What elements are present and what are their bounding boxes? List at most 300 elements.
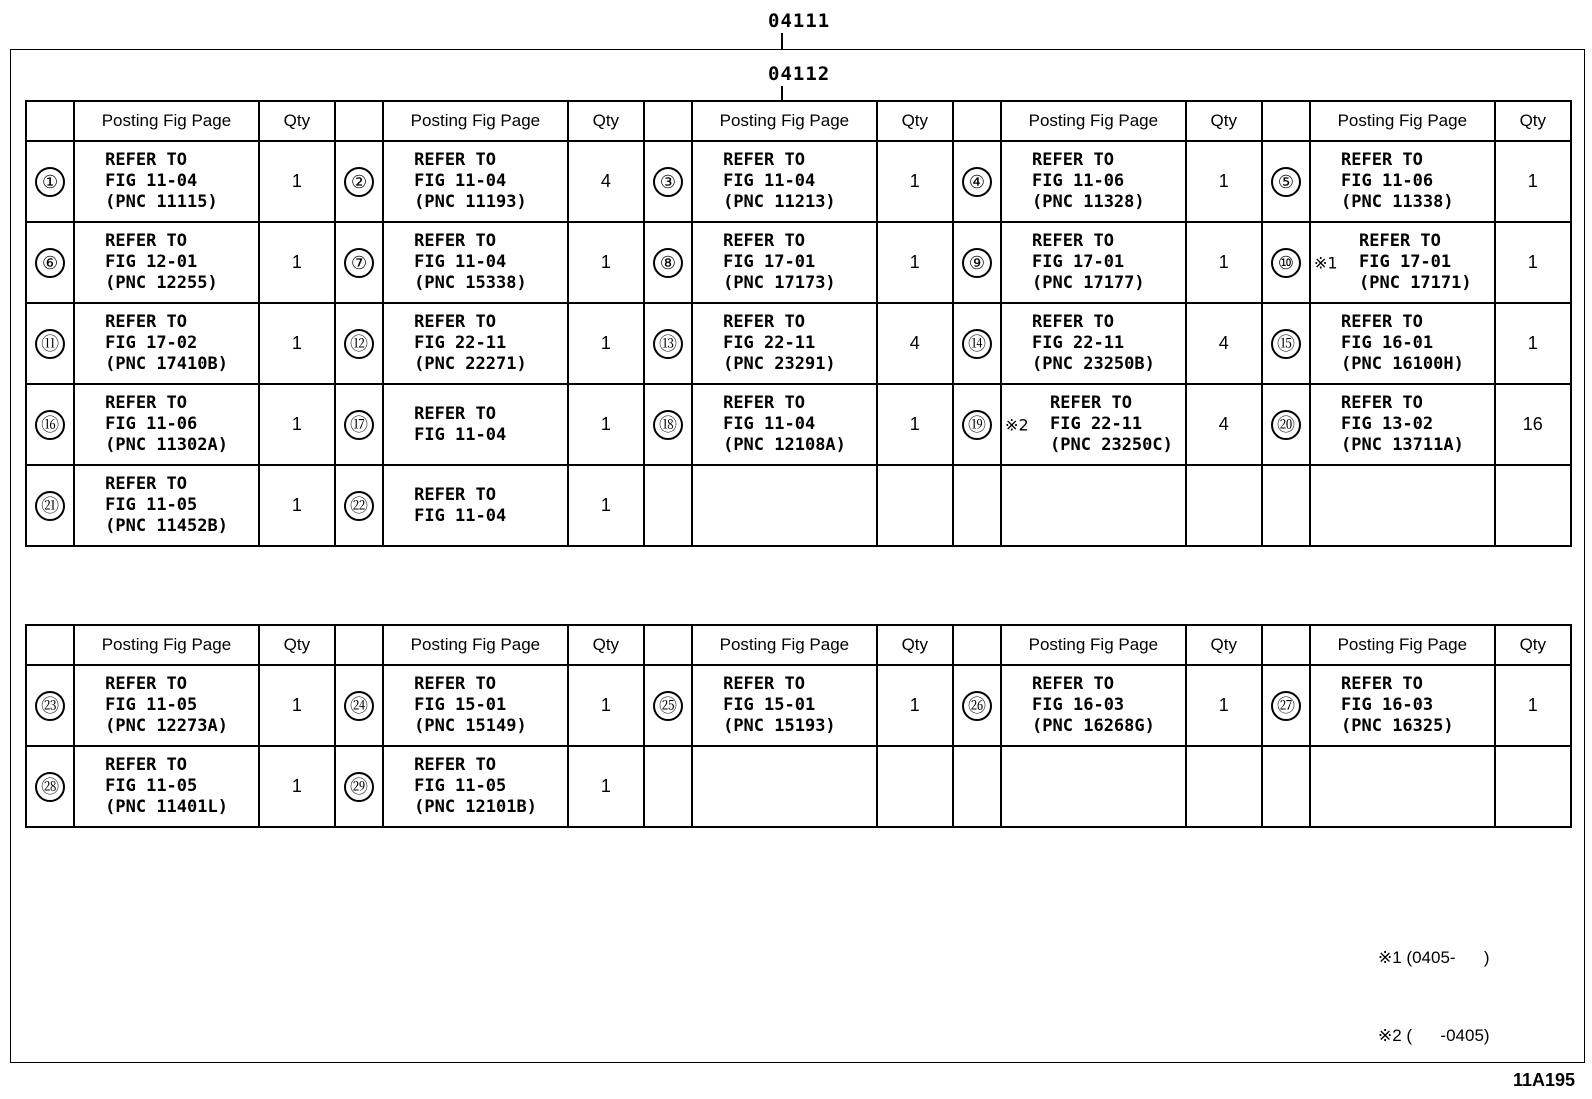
qty-cell xyxy=(1186,384,1262,465)
fig-reference-cell xyxy=(74,665,259,746)
item-number-badge: ⑬ xyxy=(653,329,683,359)
fig-number-text: FIG 11-06 xyxy=(1341,171,1434,191)
item-number-cell xyxy=(644,384,692,465)
fig-number-text: FIG 17-01 xyxy=(1359,252,1452,272)
pnc-text: (PNC 11328) xyxy=(1032,192,1145,212)
fig-number-text: FIG 11-06 xyxy=(105,414,198,434)
refer-to-text: REFER TO xyxy=(105,231,188,251)
fig-number-text: FIG 11-05 xyxy=(414,776,507,796)
fig-reference-cell xyxy=(74,465,259,546)
refer-to-text: REFER TO xyxy=(1341,393,1423,413)
fig-reference xyxy=(384,312,567,375)
item-number-badge: ⑭ xyxy=(962,329,992,359)
refer-to-text: REFER TO xyxy=(105,674,188,694)
qty-cell xyxy=(568,222,644,303)
pnc-text: (PNC 11401L) xyxy=(105,797,228,817)
item-number-badge: ⑰ xyxy=(344,410,374,440)
item-number-badge: ⑥ xyxy=(35,248,65,278)
fig-reference-cell xyxy=(1310,141,1495,222)
item-number-cell xyxy=(644,746,692,827)
table-row xyxy=(26,465,1571,546)
refer-to-text: REFER TO xyxy=(1032,312,1114,332)
fig-reference-cell xyxy=(383,141,568,222)
item-number-badge: ⑲ xyxy=(962,410,992,440)
qty-cell xyxy=(877,465,953,546)
header-num-cell xyxy=(335,101,383,141)
item-number-cell xyxy=(1262,665,1310,746)
item-number-cell xyxy=(26,465,74,546)
qty-cell xyxy=(259,746,335,827)
header-fig-cell: Posting Fig Page xyxy=(1310,625,1495,665)
qty-cell xyxy=(1186,665,1262,746)
item-number-badge: ④ xyxy=(962,167,992,197)
qty-value: 1 xyxy=(291,414,302,434)
fig-number-text: FIG 11-04 xyxy=(105,171,198,191)
pnc-text: (PNC 12273A) xyxy=(105,716,228,736)
fig-reference xyxy=(75,755,258,818)
fig-reference xyxy=(384,755,567,818)
table-row xyxy=(26,141,1571,222)
header-qty-cell: Qty xyxy=(568,101,644,141)
fig-number-text: FIG 16-03 xyxy=(1341,695,1434,715)
item-number-cell xyxy=(953,465,1001,546)
fig-reference-cell xyxy=(383,746,568,827)
pnc-text: (PNC 16100H) xyxy=(1341,354,1464,374)
header-fig-cell: Posting Fig Page xyxy=(383,101,568,141)
pnc-text: (PNC 17410B) xyxy=(105,354,228,374)
fig-reference-cell xyxy=(1310,222,1495,303)
qty-cell xyxy=(568,465,644,546)
fig-reference-cell xyxy=(1310,746,1495,827)
qty-value: 4 xyxy=(600,171,611,191)
qty-cell xyxy=(259,384,335,465)
qty-value: 16 xyxy=(1522,414,1543,434)
fig-reference xyxy=(693,674,876,737)
header-num-cell xyxy=(644,625,692,665)
fig-reference xyxy=(75,674,258,737)
item-number-cell xyxy=(335,746,383,827)
item-number-cell xyxy=(335,222,383,303)
fig-reference xyxy=(1311,150,1494,213)
refer-to-text: REFER TO xyxy=(414,312,496,332)
header-num-cell xyxy=(1262,101,1310,141)
pnc-text: (PNC 23250B) xyxy=(1032,354,1155,374)
fig-reference-cell xyxy=(692,746,877,827)
pnc-text: (PNC 12255) xyxy=(105,273,218,293)
fig-reference-cell xyxy=(692,222,877,303)
fig-number-text: FIG 11-05 xyxy=(105,776,198,796)
pnc-text: (PNC 23291) xyxy=(723,354,836,374)
fig-reference-cell xyxy=(1310,303,1495,384)
item-number-badge: ㉙ xyxy=(344,772,374,802)
qty-cell xyxy=(1495,465,1571,546)
fig-reference-cell xyxy=(692,665,877,746)
pnc-text: (PNC 16325) xyxy=(1341,716,1454,736)
table-row xyxy=(26,303,1571,384)
qty-cell xyxy=(259,141,335,222)
fig-reference-cell xyxy=(1310,384,1495,465)
pnc-text: (PNC 12108A) xyxy=(723,435,846,455)
assembly-label-inner: 04112 xyxy=(768,63,831,85)
fig-reference-cell xyxy=(1310,665,1495,746)
fig-number-text: FIG 11-04 xyxy=(414,424,507,445)
qty-value: 1 xyxy=(600,695,611,715)
qty-cell xyxy=(568,384,644,465)
item-number-cell xyxy=(1262,465,1310,546)
item-number-badge: ㉘ xyxy=(35,772,65,802)
refer-to-text: REFER TO xyxy=(1032,231,1114,251)
refer-to-text: REFER TO xyxy=(414,403,496,424)
qty-value: 1 xyxy=(600,252,611,272)
refer-to-text: REFER TO xyxy=(105,755,188,775)
fig-reference xyxy=(1311,674,1494,737)
fig-reference-cell xyxy=(692,384,877,465)
item-number-badge: ⑤ xyxy=(1271,167,1301,197)
item-number-badge: ⑱ xyxy=(653,410,683,440)
pnc-text: (PNC 15193) xyxy=(723,716,836,736)
refer-to-text: REFER TO xyxy=(1359,231,1441,251)
fig-reference xyxy=(75,150,258,213)
refer-to-text: REFER TO xyxy=(723,231,805,251)
item-number-badge: ⑨ xyxy=(962,248,992,278)
qty-cell xyxy=(1495,222,1571,303)
pnc-text: (PNC 15149) xyxy=(414,716,527,736)
item-number-cell xyxy=(644,665,692,746)
item-number-badge: ㉔ xyxy=(344,691,374,721)
qty-value: 1 xyxy=(291,252,302,272)
fig-number-text: FIG 22-11 xyxy=(414,333,507,353)
refer-to-text: REFER TO xyxy=(1032,674,1114,694)
qty-value: 1 xyxy=(291,171,302,191)
pnc-text: (PNC 11213) xyxy=(723,192,836,212)
refer-to-text: REFER TO xyxy=(414,674,496,694)
qty-value: 4 xyxy=(1218,414,1229,434)
fig-reference-cell xyxy=(383,384,568,465)
fig-reference-cell xyxy=(383,222,568,303)
pnc-text: (PNC 11302A) xyxy=(105,435,228,455)
illustration-code: 11A195 xyxy=(1513,1070,1576,1090)
fig-reference-cell xyxy=(74,746,259,827)
fig-reference-cell xyxy=(383,665,568,746)
fig-reference xyxy=(693,150,876,213)
fig-number-text: FIG 11-04 xyxy=(414,171,507,191)
fig-reference-cell xyxy=(74,384,259,465)
fig-reference xyxy=(1002,150,1185,213)
fig-reference xyxy=(384,674,567,737)
header-fig-cell: Posting Fig Page xyxy=(692,101,877,141)
item-number-cell xyxy=(953,303,1001,384)
pnc-text: (PNC 11193) xyxy=(414,192,527,212)
fig-reference xyxy=(693,231,876,294)
qty-cell xyxy=(1495,665,1571,746)
fig-reference-cell xyxy=(1001,465,1186,546)
pnc-text: (PNC 11338) xyxy=(1341,192,1454,212)
qty-value: 1 xyxy=(1218,252,1229,272)
fig-reference xyxy=(75,393,258,456)
fig-reference xyxy=(1002,674,1185,737)
fig-number-text: FIG 16-03 xyxy=(1032,695,1125,715)
fig-number-text: FIG 13-02 xyxy=(1341,414,1434,434)
refer-to-text: REFER TO xyxy=(105,312,188,332)
qty-value: 1 xyxy=(291,495,302,515)
item-number-cell xyxy=(335,141,383,222)
item-number-cell xyxy=(953,665,1001,746)
item-number-cell xyxy=(644,465,692,546)
item-number-cell xyxy=(1262,384,1310,465)
item-number-badge: ㉗ xyxy=(1271,691,1301,721)
qty-value: 1 xyxy=(1218,695,1229,715)
table-header-row xyxy=(26,101,1571,141)
qty-cell xyxy=(1186,141,1262,222)
fig-reference xyxy=(1311,312,1494,375)
header-num-cell xyxy=(26,625,74,665)
fig-number-text: FIG 11-05 xyxy=(105,495,198,515)
fig-reference xyxy=(1002,393,1185,456)
fig-reference-cell xyxy=(692,303,877,384)
qty-cell xyxy=(877,746,953,827)
header-qty-cell: Qty xyxy=(877,101,953,141)
pnc-text: (PNC 13711A) xyxy=(1341,435,1464,455)
fig-reference-cell xyxy=(1001,222,1186,303)
qty-value: 1 xyxy=(1527,333,1538,353)
parts-table-upper xyxy=(25,100,1572,547)
refer-to-text: REFER TO xyxy=(1341,674,1423,694)
item-number-cell xyxy=(953,222,1001,303)
fig-reference-cell xyxy=(1001,303,1186,384)
qty-cell xyxy=(1186,303,1262,384)
item-number-badge: ⑧ xyxy=(653,248,683,278)
qty-value: 4 xyxy=(1218,333,1229,353)
refer-to-text: REFER TO xyxy=(1050,393,1132,413)
fig-number-text: FIG 11-04 xyxy=(414,505,507,526)
item-number-cell xyxy=(335,384,383,465)
fig-reference-cell xyxy=(1001,384,1186,465)
fig-reference xyxy=(384,485,567,527)
item-number-cell xyxy=(26,303,74,384)
inner-leader-line xyxy=(781,86,783,100)
qty-cell xyxy=(259,665,335,746)
item-number-badge: ⑫ xyxy=(344,329,374,359)
item-number-cell xyxy=(26,141,74,222)
pnc-text: (PNC 23250C) xyxy=(1050,435,1173,455)
header-num-cell xyxy=(26,101,74,141)
item-number-badge: ① xyxy=(35,167,65,197)
header-num-cell xyxy=(644,101,692,141)
item-number-badge: ⑯ xyxy=(35,410,65,440)
fig-reference-cell xyxy=(74,303,259,384)
refer-to-text: REFER TO xyxy=(723,150,805,170)
qty-cell xyxy=(1495,384,1571,465)
qty-cell xyxy=(1495,303,1571,384)
table-row xyxy=(26,222,1571,303)
item-number-cell xyxy=(953,746,1001,827)
pnc-text: (PNC 22271) xyxy=(414,354,527,374)
qty-cell xyxy=(568,141,644,222)
qty-cell xyxy=(259,222,335,303)
header-num-cell xyxy=(335,625,383,665)
fig-number-text: FIG 11-04 xyxy=(414,252,507,272)
fig-reference xyxy=(1002,231,1185,294)
item-number-cell xyxy=(335,465,383,546)
fig-reference-cell xyxy=(692,141,877,222)
fig-number-text: FIG 17-01 xyxy=(723,252,816,272)
qty-value: 1 xyxy=(1527,695,1538,715)
qty-cell xyxy=(877,384,953,465)
item-number-cell xyxy=(953,141,1001,222)
qty-cell xyxy=(1186,465,1262,546)
qty-value: 1 xyxy=(1218,171,1229,191)
footnote-marker: ※1 xyxy=(1314,253,1338,272)
fig-number-text: FIG 22-11 xyxy=(723,333,816,353)
refer-to-text: REFER TO xyxy=(414,150,496,170)
table-row xyxy=(26,665,1571,746)
item-number-badge: ㉕ xyxy=(653,691,683,721)
qty-value: 1 xyxy=(600,495,611,515)
pnc-text: (PNC 17177) xyxy=(1032,273,1145,293)
refer-to-text: REFER TO xyxy=(414,484,496,505)
header-num-cell xyxy=(953,625,1001,665)
fig-reference-cell xyxy=(692,465,877,546)
fig-reference xyxy=(384,231,567,294)
fig-reference-cell xyxy=(1001,141,1186,222)
qty-value: 1 xyxy=(1527,252,1538,272)
fig-reference xyxy=(1311,393,1494,456)
outer-leader-line xyxy=(781,33,783,49)
qty-cell xyxy=(568,303,644,384)
footnote-2: ※2 ( -0405) xyxy=(1378,1026,1490,1045)
header-qty-cell: Qty xyxy=(1186,625,1262,665)
item-number-cell xyxy=(1262,303,1310,384)
qty-value: 4 xyxy=(909,333,920,353)
refer-to-text: REFER TO xyxy=(1032,150,1114,170)
footnote-marker: ※2 xyxy=(1005,415,1029,434)
header-fig-cell: Posting Fig Page xyxy=(1001,625,1186,665)
header-qty-cell: Qty xyxy=(877,625,953,665)
fig-reference-cell xyxy=(383,303,568,384)
qty-value: 1 xyxy=(1527,171,1538,191)
qty-cell xyxy=(877,665,953,746)
item-number-cell xyxy=(26,746,74,827)
qty-value: 1 xyxy=(291,333,302,353)
header-fig-cell: Posting Fig Page xyxy=(692,625,877,665)
table-header-row xyxy=(26,625,1571,665)
item-number-cell xyxy=(644,141,692,222)
header-num-cell xyxy=(953,101,1001,141)
item-number-badge: ③ xyxy=(653,167,683,197)
item-number-badge: ⑮ xyxy=(1271,329,1301,359)
qty-cell xyxy=(877,141,953,222)
qty-cell xyxy=(259,303,335,384)
footnotes xyxy=(1378,893,1490,1075)
header-fig-cell: Posting Fig Page xyxy=(1310,101,1495,141)
item-number-cell xyxy=(335,303,383,384)
item-number-badge: ㉑ xyxy=(35,491,65,521)
refer-to-text: REFER TO xyxy=(1341,312,1423,332)
item-number-badge: ② xyxy=(344,167,374,197)
item-number-cell xyxy=(644,222,692,303)
fig-reference xyxy=(1311,231,1494,294)
qty-cell xyxy=(568,665,644,746)
fig-reference-cell xyxy=(1001,746,1186,827)
item-number-cell xyxy=(1262,141,1310,222)
qty-cell xyxy=(877,222,953,303)
header-qty-cell: Qty xyxy=(1186,101,1262,141)
fig-reference xyxy=(75,474,258,537)
fig-number-text: FIG 15-01 xyxy=(414,695,507,715)
fig-number-text: FIG 17-02 xyxy=(105,333,198,353)
qty-value: 1 xyxy=(909,414,920,434)
fig-reference xyxy=(1002,312,1185,375)
fig-number-text: FIG 11-05 xyxy=(105,695,198,715)
item-number-cell xyxy=(953,384,1001,465)
refer-to-text: REFER TO xyxy=(414,755,496,775)
qty-cell xyxy=(259,465,335,546)
qty-cell xyxy=(877,303,953,384)
qty-cell xyxy=(1186,746,1262,827)
item-number-badge: ㉒ xyxy=(344,491,374,521)
fig-number-text: FIG 15-01 xyxy=(723,695,816,715)
fig-reference-cell xyxy=(74,141,259,222)
fig-number-text: FIG 22-11 xyxy=(1032,333,1125,353)
fig-reference xyxy=(75,231,258,294)
qty-value: 1 xyxy=(291,695,302,715)
pnc-text: (PNC 11115) xyxy=(105,192,218,212)
table-row xyxy=(26,746,1571,827)
header-qty-cell: Qty xyxy=(1495,625,1571,665)
refer-to-text: REFER TO xyxy=(1341,150,1423,170)
fig-number-text: FIG 17-01 xyxy=(1032,252,1125,272)
fig-number-text: FIG 12-01 xyxy=(105,252,198,272)
header-fig-cell: Posting Fig Page xyxy=(383,625,568,665)
refer-to-text: REFER TO xyxy=(414,231,496,251)
qty-value: 1 xyxy=(909,171,920,191)
header-qty-cell: Qty xyxy=(259,101,335,141)
item-number-cell xyxy=(644,303,692,384)
pnc-text: (PNC 17171) xyxy=(1359,273,1472,293)
qty-value: 1 xyxy=(291,776,302,796)
pnc-text: (PNC 17173) xyxy=(723,273,836,293)
header-qty-cell: Qty xyxy=(1495,101,1571,141)
header-qty-cell: Qty xyxy=(259,625,335,665)
footnote-1: ※1 (0405- ) xyxy=(1378,948,1490,967)
refer-to-text: REFER TO xyxy=(723,312,805,332)
fig-reference-cell xyxy=(1001,665,1186,746)
pnc-text: (PNC 11452B) xyxy=(105,516,228,536)
fig-reference xyxy=(693,312,876,375)
item-number-cell xyxy=(335,665,383,746)
fig-number-text: FIG 11-04 xyxy=(723,171,816,191)
fig-number-text: FIG 16-01 xyxy=(1341,333,1434,353)
header-num-cell xyxy=(1262,625,1310,665)
fig-number-text: FIG 11-06 xyxy=(1032,171,1125,191)
header-fig-cell: Posting Fig Page xyxy=(74,101,259,141)
qty-value: 1 xyxy=(600,414,611,434)
parts-table-lower xyxy=(25,624,1572,828)
qty-cell xyxy=(1186,222,1262,303)
pnc-text: (PNC 16268G) xyxy=(1032,716,1155,736)
item-number-cell xyxy=(26,384,74,465)
item-number-cell xyxy=(1262,222,1310,303)
refer-to-text: REFER TO xyxy=(723,393,805,413)
fig-reference xyxy=(384,404,567,446)
item-number-badge: ㉓ xyxy=(35,691,65,721)
header-fig-cell: Posting Fig Page xyxy=(1001,101,1186,141)
refer-to-text: REFER TO xyxy=(723,674,805,694)
fig-number-text: FIG 11-04 xyxy=(723,414,816,434)
qty-value: 1 xyxy=(909,252,920,272)
fig-reference xyxy=(384,150,567,213)
item-number-badge: ㉖ xyxy=(962,691,992,721)
